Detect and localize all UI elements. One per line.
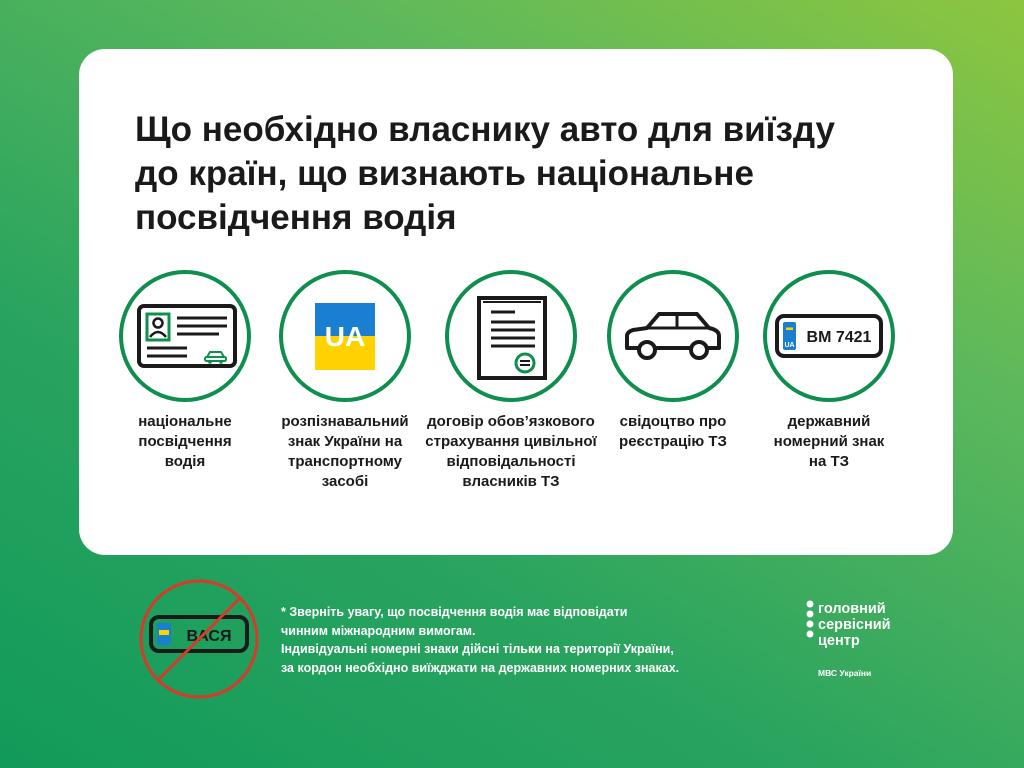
icon-circle	[607, 270, 739, 402]
logo-text: головний сервісний центр	[818, 601, 891, 649]
prohibited-sign-icon	[137, 577, 261, 701]
requirement-label: розпізнавальний знак України на транспортному засобі	[281, 413, 409, 490]
page-title	[135, 108, 935, 240]
car-icon	[611, 274, 735, 398]
requirement-label: договір обов’язкового страхування цивільної відповідальності власників ТЗ	[425, 413, 597, 490]
logo-subtitle: МВС України	[818, 668, 872, 678]
footnote: * Зверніть увагу, що посвідчення водія має відповідати чинним міжнародним вимогам. Індивідуальні номерні знаки дійсні тільки на території України, за кордон необхідно виїжджати на державних номерних знаках.	[281, 605, 680, 675]
ua-flag-sticker-icon	[283, 274, 407, 398]
requirement-ua-sticker	[250, 270, 440, 492]
title-line-1: Що необхідно власнику авто для виїзду	[135, 110, 836, 149]
icon-circle	[763, 270, 895, 402]
title-line-3: посвідчення водія	[135, 198, 457, 237]
icon-circle	[119, 270, 251, 402]
plate-country-code: UA	[784, 342, 795, 349]
custom-plate-text: ВАСЯ	[186, 628, 232, 645]
insurance-document-icon	[449, 274, 573, 398]
license-plate-icon	[767, 274, 891, 398]
icon-circle	[445, 270, 577, 402]
prohibited-custom-plate	[137, 577, 261, 701]
plate-number: BM 7421	[806, 329, 872, 346]
driver-license-icon	[123, 274, 247, 398]
icon-circle	[279, 270, 411, 402]
requirement-license-plate	[734, 270, 924, 472]
requirement-label: національне посвідчення водія	[138, 413, 232, 470]
requirement-label: державний номерний знак на ТЗ	[773, 413, 885, 470]
ua-badge-text: UA	[324, 321, 366, 352]
logo-dots-icon	[806, 600, 816, 644]
hsc-logo	[806, 598, 916, 688]
title-line-2: до країн, що визнають національне	[135, 154, 754, 193]
requirement-label: свідоцтво про реєстрацію ТЗ	[619, 413, 727, 450]
